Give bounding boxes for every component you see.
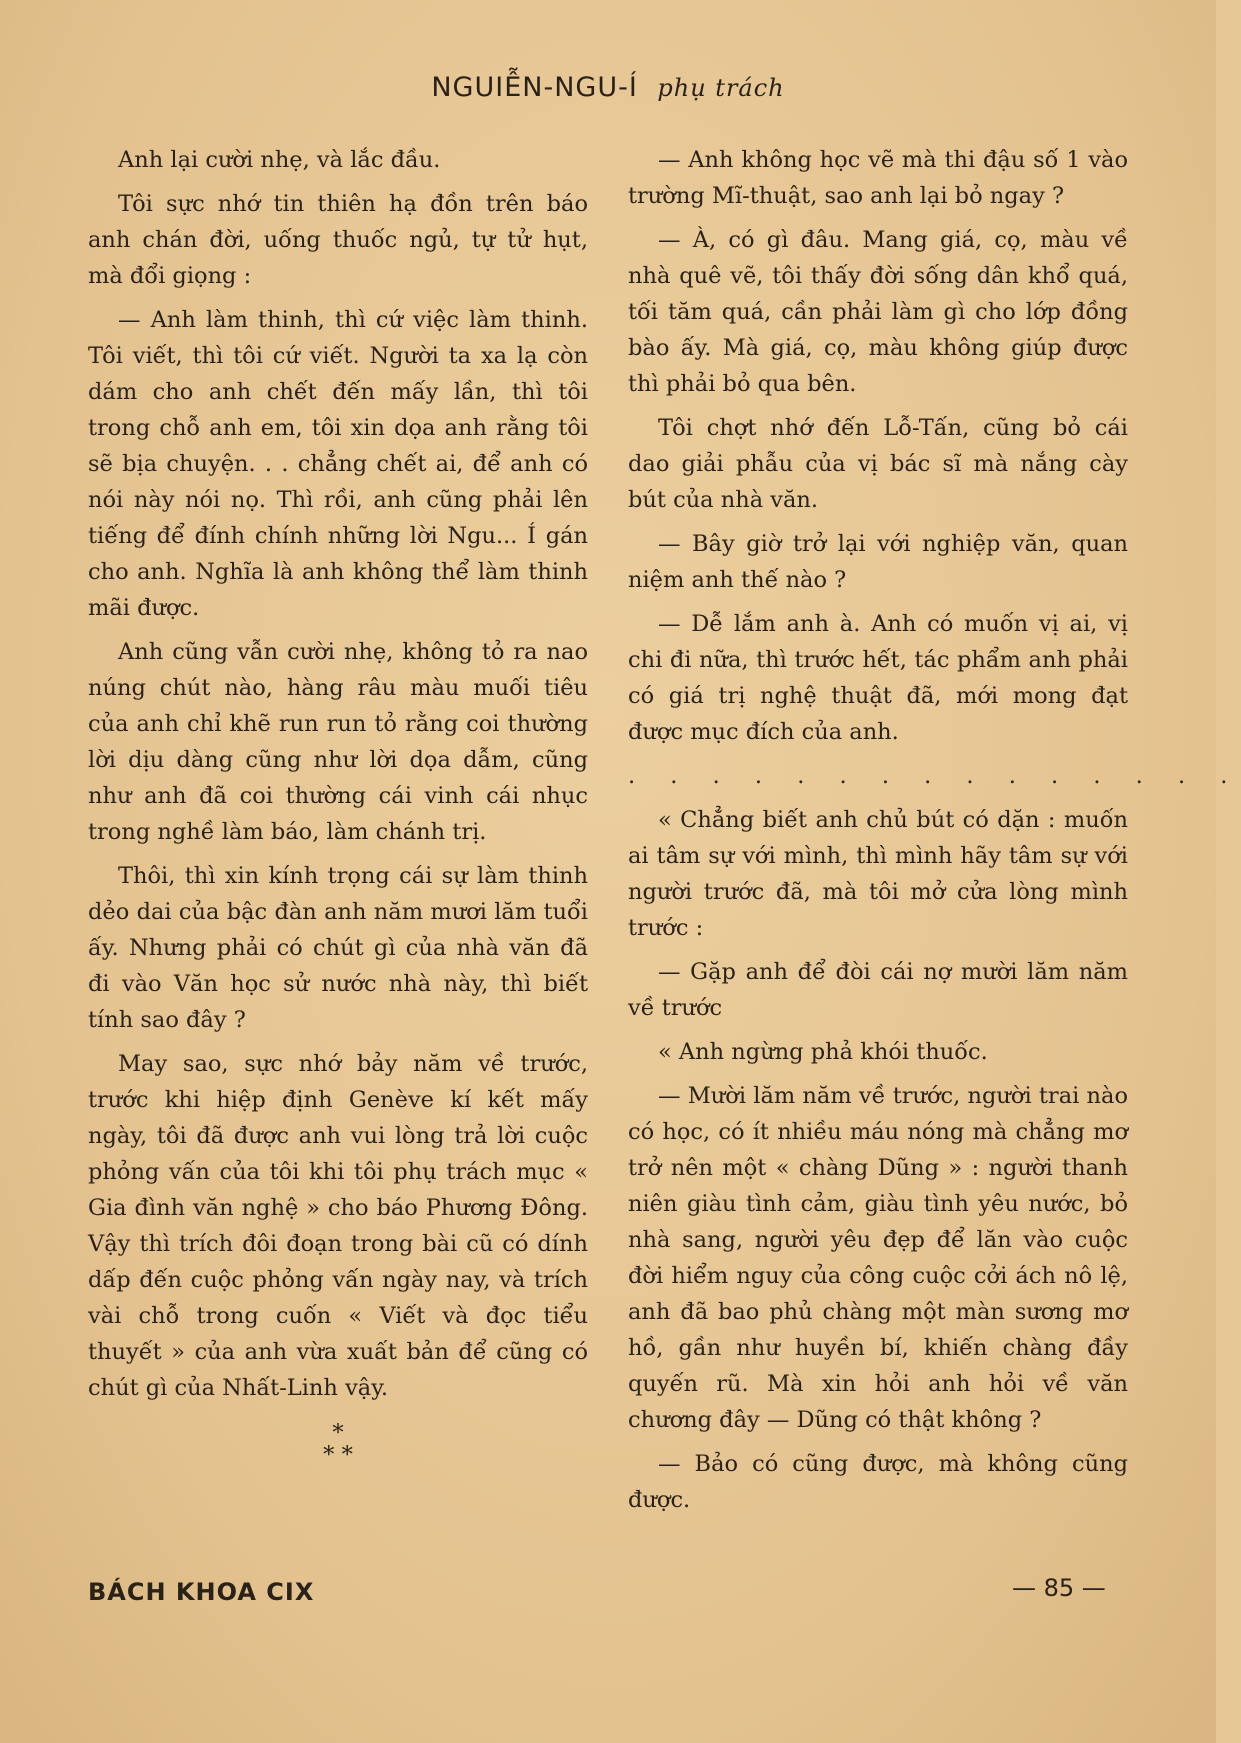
paragraph: — Mười lăm năm về trước, người trai nào có học, có ít nhiều máu nóng mà chẳng mơ trở nên một « chàng Dũng » : người thanh niên giàu tình cảm, giàu tình yêu nước, bỏ nhà sang, người yêu đẹp để lăn vào cuộc đời hiểm nguy của công cuộc cởi ách nô lệ, anh đã bao phủ chàng một màn sương mơ hồ, gần như huyền bí, khiến chàng đầy quyến rũ. Mà xin hỏi anh hỏi về văn chương đây — Dũng có thật không ? bbox=[628, 1083, 1128, 1433]
paragraph: — À, có gì đâu. Mang giá, cọ, màu về nhà quê vẽ, tôi thấy đời sống dân khổ quá, tối tăm quá, cần phải làm gì cho lớp đồng bào ấy. Mà giá, cọ, màu không giúp được thì phải bỏ qua bên. bbox=[628, 227, 1128, 397]
page-number: — 85 — bbox=[1012, 1574, 1106, 1602]
paragraph: May sao, sực nhớ bảy năm về trước, trước khi hiệp định Genève kí kết mấy ngày, tôi đã được anh vui lòng trả lời cuộc phỏng vấn của tôi khi tôi phụ trách mục « Gia đình văn nghệ » cho báo Phương Đông. Vậy thì trích đôi đoạn trong bài cũ có dính dấp đến cuộc phỏng vấn ngày nay, và trích vài chỗ trong cuốn « Viết và đọc tiểu thuyết » của anh vừa xuất bản để cũng có chút gì của Nhất-Linh vậy. bbox=[88, 1051, 588, 1401]
header-editor-name: NGUIỄN-NGU-Í bbox=[431, 72, 638, 103]
paragraph: — Anh không học vẽ mà thi đậu số 1 vào trường Mĩ-thuật, sao anh lại bỏ ngay ? bbox=[628, 147, 1128, 209]
section-separator-stars: * * * bbox=[323, 1420, 353, 1468]
paragraph: Tôi chợt nhớ đến Lỗ-Tấn, cũng bỏ cái dao giải phẫu của vị bác sĩ mà nắng cày bút của nhà văn. bbox=[628, 415, 1128, 513]
page-header bbox=[0, 72, 1216, 103]
paragraph: — Dễ lắm anh à. Anh có muốn vị ai, vị chi đi nữa, thì trước hết, tác phẩm anh phải có giá trị nghệ thuật đã, mới mong đạt được mục đích của anh. bbox=[628, 611, 1128, 745]
magazine-footer: BÁCH KHOA CIX bbox=[88, 1578, 315, 1606]
header-role: phụ trách bbox=[657, 74, 785, 102]
ellipsis-separator: . . . . . . . . . . . . . . . bbox=[628, 763, 1241, 789]
paragraph: — Bảo có cũng được, mà không cũng được. bbox=[628, 1451, 1128, 1513]
paragraph: « Anh ngừng phả khói thuốc. bbox=[658, 1039, 988, 1065]
paragraph: Anh cũng vẫn cười nhẹ, không tỏ ra nao núng chút nào, hàng râu màu muối tiêu của anh chỉ khẽ run run tỏ rằng coi thường lời dịu dàng cũng như lời dọa dẫm, cũng như anh đã coi thường cái vinh cái nhục trong nghề làm báo, làm chánh trị. bbox=[88, 639, 588, 845]
paragraph: Anh lại cười nhẹ, và lắc đầu. bbox=[118, 147, 441, 173]
paragraph: Tôi sực nhớ tin thiên hạ đồn trên báo anh chán đời, uống thuốc ngủ, tự tử hụt, mà đổi giọng : bbox=[88, 191, 588, 289]
right-column bbox=[628, 142, 1241, 1526]
paragraph: « Chẳng biết anh chủ bút có dặn : muốn ai tâm sự với mình, thì mình hãy tâm sự với người trước đã, mà tôi mở cửa lòng mình trước : bbox=[628, 807, 1128, 941]
paragraph: — Bây giờ trở lại với nghiệp văn, quan niệm anh thế nào ? bbox=[628, 531, 1128, 593]
paragraph: — Anh làm thinh, thì cứ việc làm thinh. Tôi viết, thì tôi cứ viết. Người ta xa lạ còn dám cho anh chết đến mấy lần, thì tôi trong chỗ anh em, tôi xin dọa anh rằng tôi sẽ bịa chuyện. . . chẳng chết ai, để anh có nói này nói nọ. Thì rồi, anh cũng phải lên tiếng để đính chính những lời Ngu... Í gán cho anh. Nghĩa là anh không thể làm thinh mãi được. bbox=[88, 307, 588, 621]
paragraph: — Gặp anh để đòi cái nợ mười lăm năm về trước bbox=[628, 959, 1128, 1021]
paragraph: Thôi, thì xin kính trọng cái sự làm thinh dẻo dai của bậc đàn anh năm mươi lăm tuổi ấy. Nhưng phải có chút gì của nhà văn đã đi vào Văn học sử nước nhà này, thì biết tính sao đây ? bbox=[88, 863, 588, 1033]
left-column bbox=[88, 142, 588, 1474]
